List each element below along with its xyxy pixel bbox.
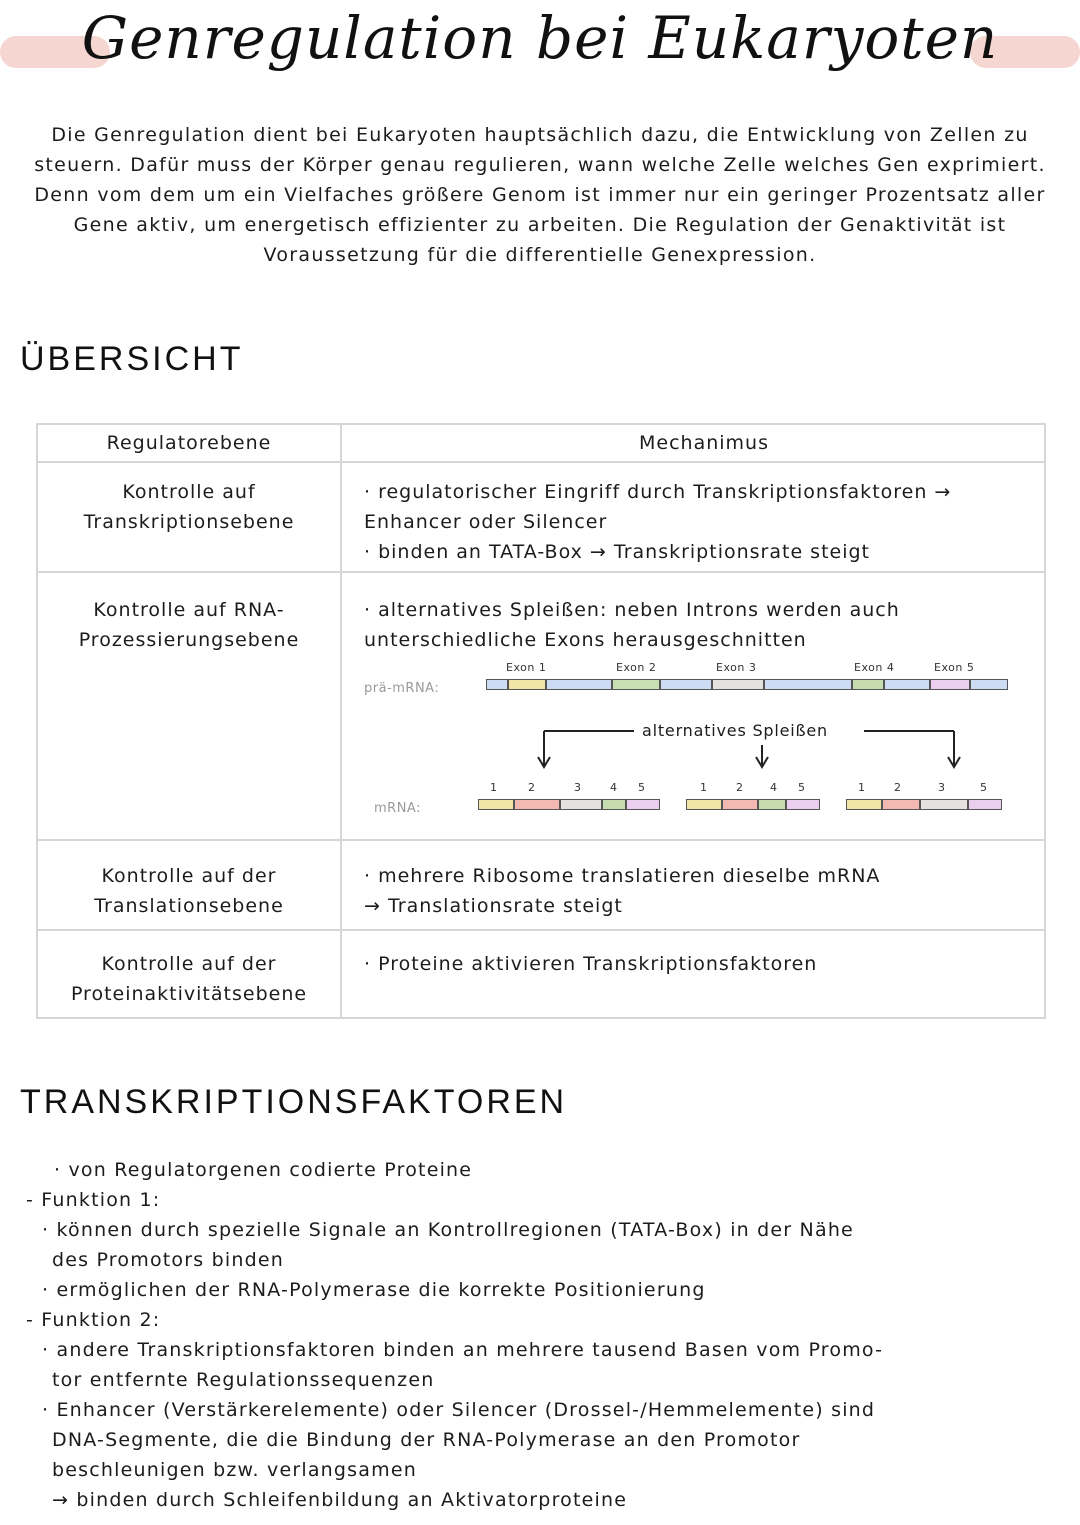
pre-mrna-exon-1: [508, 679, 546, 690]
tf-line: - Funktion 2:: [26, 1309, 161, 1331]
tf-line: tor entfernte Regulationssequenzen: [52, 1369, 435, 1391]
table-row: [37, 930, 1045, 1018]
mrna1-exon-3: [560, 799, 602, 810]
mechanism-text: · binden an TATA-Box → Transkriptionsrate steigt: [364, 541, 870, 563]
header-regulatorebene: Regulatorebene: [37, 424, 341, 462]
variant3-number: 5: [980, 781, 988, 794]
table-header-row: [37, 424, 1045, 462]
tf-line: DNA-Segmente, die die Bindung der RNA-Polymerase an den Promotor: [52, 1429, 801, 1451]
mechanism-text: · alternatives Spleißen: neben Introns werden auch unterschiedliche Exons herausgeschnitten: [364, 599, 900, 651]
tf-line: · von Regulatorgenen codierte Proteine: [54, 1159, 473, 1181]
mrna2-exon-4: [758, 799, 786, 810]
mechanism-text: · mehrere Ribosome translatieren dieselbe mRNA: [364, 865, 881, 887]
variant2-number: 4: [770, 781, 778, 794]
pre-mrna-intron: [884, 679, 930, 690]
pre-mrna-intron: [546, 679, 612, 690]
mrna1-exon-4: [602, 799, 626, 810]
overview-table: [36, 423, 1046, 1019]
level-protein-activity: Kontrolle auf der Proteinaktivitätsebene: [70, 953, 308, 1005]
variant1-number: 4: [610, 781, 618, 794]
variant3-number: 3: [938, 781, 946, 794]
mrna3-exon-2: [882, 799, 920, 810]
splicing-diagram: [364, 661, 1044, 831]
mrna2-exon-1: [686, 799, 722, 810]
table-row: [37, 572, 1045, 840]
tf-line: - Funktion 1:: [26, 1189, 161, 1211]
page-title: Genregulation bei Eukaryoten: [81, 4, 999, 72]
pre-mrna-label: prä-mRNA:: [364, 681, 440, 696]
variant1-number: 5: [638, 781, 646, 794]
tf-line: · andere Transkriptionsfaktoren binden an mehrere tausend Basen vom Promo-: [42, 1339, 884, 1361]
mechanism-text: · regulatorischer Eingriff durch Transkriptionsfaktoren → Enhancer oder Silencer: [364, 481, 952, 533]
level-translation: Kontrolle auf der Translationsebene: [94, 865, 284, 917]
splicing-label: alternatives Spleißen: [642, 721, 828, 740]
table-row: [37, 462, 1045, 572]
exon-label: Exon 3: [716, 661, 757, 674]
mrna3-exon-1: [846, 799, 882, 810]
variant1-number: 1: [490, 781, 498, 794]
intro-paragraph: Die Genregulation dient bei Eukaryoten hauptsächlich dazu, die Entwicklung von Zellen zu steuern. Dafür muss der Körper genau regulieren, wann welche Zelle welches Gen exprimiert. Denn vom dem um ein Vielfaches größere Genom ist immer nur ein geringer Prozentsatz aller Gene aktiv, um energetisch effizienter zu arbeiten. Die Regulation der Genaktivität ist Voraussetzung für die differentielle Genexpression.: [34, 124, 1046, 266]
variant2-number: 1: [700, 781, 708, 794]
mrna1-exon-2: [514, 799, 560, 810]
mrna-label: mRNA:: [374, 801, 421, 816]
mechanism-text: → Translationsrate steigt: [364, 895, 623, 917]
pre-mrna-intron: [970, 679, 1008, 690]
tf-line: des Promotors binden: [52, 1249, 284, 1271]
variant2-number: 2: [736, 781, 744, 794]
variant3-number: 2: [894, 781, 902, 794]
mechanism-text: · Proteine aktivieren Transkriptionsfaktoren: [364, 953, 818, 975]
mrna2-exon-2: [722, 799, 758, 810]
level-rna-processing: Kontrolle auf RNA-Prozessierungsebene: [78, 599, 300, 651]
mrna2-exon-5: [786, 799, 820, 810]
tf-line: · ermöglichen der RNA-Polymerase die korrekte Positionierung: [42, 1279, 706, 1301]
mrna3-exon-5: [968, 799, 1002, 810]
table-row: [37, 840, 1045, 930]
tf-list: [26, 1155, 1056, 1515]
pre-mrna-exon-5: [930, 679, 970, 690]
variant3-number: 1: [858, 781, 866, 794]
variant2-number: 5: [798, 781, 806, 794]
level-transcription: Kontrolle auf Transkriptionsebene: [83, 481, 295, 533]
pre-mrna-exon-3: [712, 679, 764, 690]
splicing-arrows: [364, 705, 1044, 785]
tf-heading: TRANSKRIPTIONSFAKTOREN: [20, 1083, 568, 1121]
mrna1-exon-1: [478, 799, 514, 810]
pre-mrna-exon-2: [612, 679, 660, 690]
tf-line: · Enhancer (Verstärkerelemente) oder Silencer (Drossel-/Hemmelemente) sind: [42, 1399, 876, 1421]
pre-mrna-intron: [764, 679, 852, 690]
exon-label: Exon 4: [854, 661, 895, 674]
tf-line: · können durch spezielle Signale an Kontrollregionen (TATA-Box) in der Nähe: [42, 1219, 854, 1241]
mrna1-exon-5: [626, 799, 660, 810]
exon-label: Exon 1: [506, 661, 547, 674]
exon-label: Exon 2: [616, 661, 657, 674]
pre-mrna-intron: [486, 679, 508, 690]
tf-line: → binden durch Schleifenbildung an Aktivatorproteine: [52, 1489, 628, 1511]
overview-heading: ÜBERSICHT: [20, 340, 244, 378]
tf-line: beschleunigen bzw. verlangsamen: [52, 1459, 417, 1481]
title-area: [0, 0, 1080, 110]
mrna3-exon-3: [920, 799, 968, 810]
variant1-number: 2: [528, 781, 536, 794]
pre-mrna-intron: [660, 679, 712, 690]
exon-label: Exon 5: [934, 661, 975, 674]
pre-mrna-exon-4: [852, 679, 884, 690]
variant1-number: 3: [574, 781, 582, 794]
header-mechanismus: Mechanimus: [341, 424, 1045, 462]
